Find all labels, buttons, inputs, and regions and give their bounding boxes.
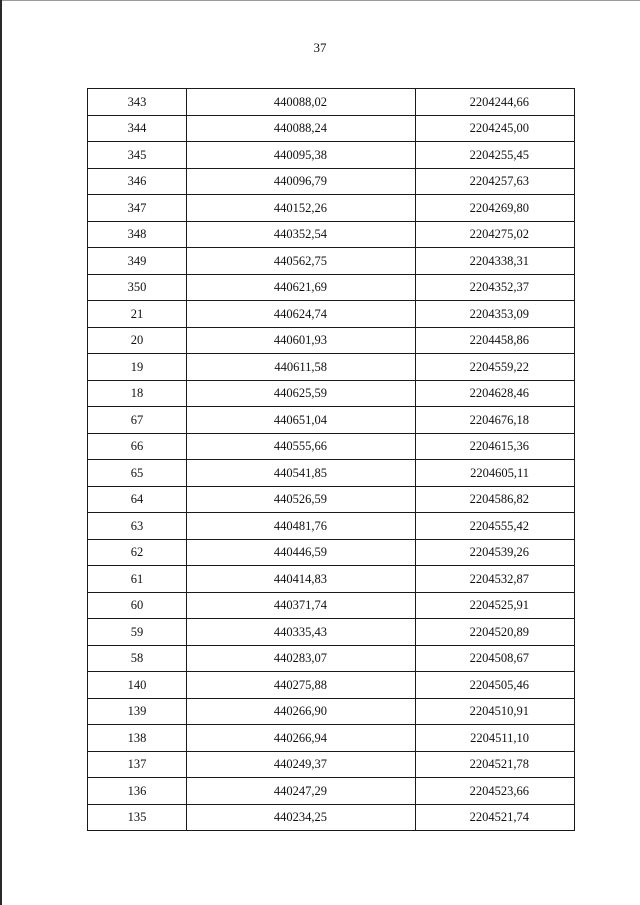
x-coordinate-cell: 440624,74 (187, 301, 416, 328)
table-row (88, 778, 575, 805)
table-row (88, 804, 575, 831)
y-coordinate-cell: 2204353,09 (416, 301, 575, 328)
y-coordinate-cell: 2204269,80 (416, 195, 575, 222)
y-coordinate-cell: 2204511,10 (416, 725, 575, 752)
table-row (88, 592, 575, 619)
point-number-cell: 19 (88, 354, 187, 381)
x-coordinate-cell: 440651,04 (187, 407, 416, 434)
y-coordinate-cell: 2204338,31 (416, 248, 575, 275)
x-coordinate-cell: 440234,25 (187, 804, 416, 831)
point-number-cell: 349 (88, 248, 187, 275)
y-coordinate-cell: 2204352,37 (416, 274, 575, 301)
x-coordinate-cell: 440371,74 (187, 592, 416, 619)
point-number-cell: 347 (88, 195, 187, 222)
y-coordinate-cell: 2204605,11 (416, 460, 575, 487)
point-number-cell: 136 (88, 778, 187, 805)
point-number-cell: 61 (88, 566, 187, 593)
point-number-cell: 139 (88, 698, 187, 725)
x-coordinate-cell: 440625,59 (187, 380, 416, 407)
y-coordinate-cell: 2204520,89 (416, 619, 575, 646)
point-number-cell: 64 (88, 486, 187, 513)
table-row (88, 115, 575, 142)
y-coordinate-cell: 2204559,22 (416, 354, 575, 381)
table-row (88, 407, 575, 434)
y-coordinate-cell: 2204676,18 (416, 407, 575, 434)
coordinates-table-body (88, 89, 575, 831)
table-row (88, 248, 575, 275)
x-coordinate-cell: 440266,94 (187, 725, 416, 752)
table-row (88, 539, 575, 566)
x-coordinate-cell: 440249,37 (187, 751, 416, 778)
y-coordinate-cell: 2204628,46 (416, 380, 575, 407)
y-coordinate-cell: 2204523,66 (416, 778, 575, 805)
y-coordinate-cell: 2204539,26 (416, 539, 575, 566)
x-coordinate-cell: 440611,58 (187, 354, 416, 381)
table-row (88, 433, 575, 460)
table-row (88, 698, 575, 725)
table-row (88, 142, 575, 169)
y-coordinate-cell: 2204255,45 (416, 142, 575, 169)
y-coordinate-cell: 2204458,86 (416, 327, 575, 354)
table-row (88, 380, 575, 407)
x-coordinate-cell: 440095,38 (187, 142, 416, 169)
point-number-cell: 20 (88, 327, 187, 354)
coordinates-table (87, 88, 575, 831)
y-coordinate-cell: 2204257,63 (416, 168, 575, 195)
y-coordinate-cell: 2204525,91 (416, 592, 575, 619)
x-coordinate-cell: 440414,83 (187, 566, 416, 593)
table-row (88, 168, 575, 195)
point-number-cell: 65 (88, 460, 187, 487)
y-coordinate-cell: 2204521,78 (416, 751, 575, 778)
page-left-edge (0, 0, 2, 905)
point-number-cell: 138 (88, 725, 187, 752)
y-coordinate-cell: 2204586,82 (416, 486, 575, 513)
point-number-cell: 348 (88, 221, 187, 248)
y-coordinate-cell: 2204521,74 (416, 804, 575, 831)
y-coordinate-cell: 2204555,42 (416, 513, 575, 540)
point-number-cell: 21 (88, 301, 187, 328)
table-row (88, 460, 575, 487)
table-row (88, 751, 575, 778)
page-number: 37 (313, 40, 327, 55)
x-coordinate-cell: 440555,66 (187, 433, 416, 460)
x-coordinate-cell: 440283,07 (187, 645, 416, 672)
x-coordinate-cell: 440275,88 (187, 672, 416, 699)
table-row (88, 221, 575, 248)
x-coordinate-cell: 440562,75 (187, 248, 416, 275)
table-row (88, 301, 575, 328)
x-coordinate-cell: 440088,24 (187, 115, 416, 142)
point-number-cell: 344 (88, 115, 187, 142)
x-coordinate-cell: 440601,93 (187, 327, 416, 354)
y-coordinate-cell: 2204510,91 (416, 698, 575, 725)
x-coordinate-cell: 440247,29 (187, 778, 416, 805)
table-row (88, 619, 575, 646)
point-number-cell: 343 (88, 89, 187, 116)
x-coordinate-cell: 440096,79 (187, 168, 416, 195)
x-coordinate-cell: 440446,59 (187, 539, 416, 566)
point-number-cell: 67 (88, 407, 187, 434)
point-number-cell: 60 (88, 592, 187, 619)
x-coordinate-cell: 440266,90 (187, 698, 416, 725)
point-number-cell: 350 (88, 274, 187, 301)
point-number-cell: 18 (88, 380, 187, 407)
y-coordinate-cell: 2204508,67 (416, 645, 575, 672)
point-number-cell: 58 (88, 645, 187, 672)
y-coordinate-cell: 2204245,00 (416, 115, 575, 142)
point-number-cell: 135 (88, 804, 187, 831)
y-coordinate-cell: 2204275,02 (416, 221, 575, 248)
point-number-cell: 137 (88, 751, 187, 778)
point-number-cell: 345 (88, 142, 187, 169)
point-number-cell: 346 (88, 168, 187, 195)
table-row (88, 725, 575, 752)
table-row (88, 89, 575, 116)
y-coordinate-cell: 2204505,46 (416, 672, 575, 699)
table-row (88, 486, 575, 513)
table-row (88, 195, 575, 222)
point-number-cell: 59 (88, 619, 187, 646)
point-number-cell: 66 (88, 433, 187, 460)
page-top-edge (0, 0, 640, 1)
y-coordinate-cell: 2204532,87 (416, 566, 575, 593)
point-number-cell: 62 (88, 539, 187, 566)
point-number-cell: 140 (88, 672, 187, 699)
x-coordinate-cell: 440481,76 (187, 513, 416, 540)
table-row (88, 645, 575, 672)
x-coordinate-cell: 440526,59 (187, 486, 416, 513)
y-coordinate-cell: 2204244,66 (416, 89, 575, 116)
x-coordinate-cell: 440541,85 (187, 460, 416, 487)
x-coordinate-cell: 440088,02 (187, 89, 416, 116)
table-row (88, 672, 575, 699)
x-coordinate-cell: 440621,69 (187, 274, 416, 301)
table-row (88, 274, 575, 301)
x-coordinate-cell: 440352,54 (187, 221, 416, 248)
x-coordinate-cell: 440335,43 (187, 619, 416, 646)
table-row (88, 354, 575, 381)
table-row (88, 513, 575, 540)
y-coordinate-cell: 2204615,36 (416, 433, 575, 460)
point-number-cell: 63 (88, 513, 187, 540)
table-row (88, 566, 575, 593)
table-row (88, 327, 575, 354)
x-coordinate-cell: 440152,26 (187, 195, 416, 222)
